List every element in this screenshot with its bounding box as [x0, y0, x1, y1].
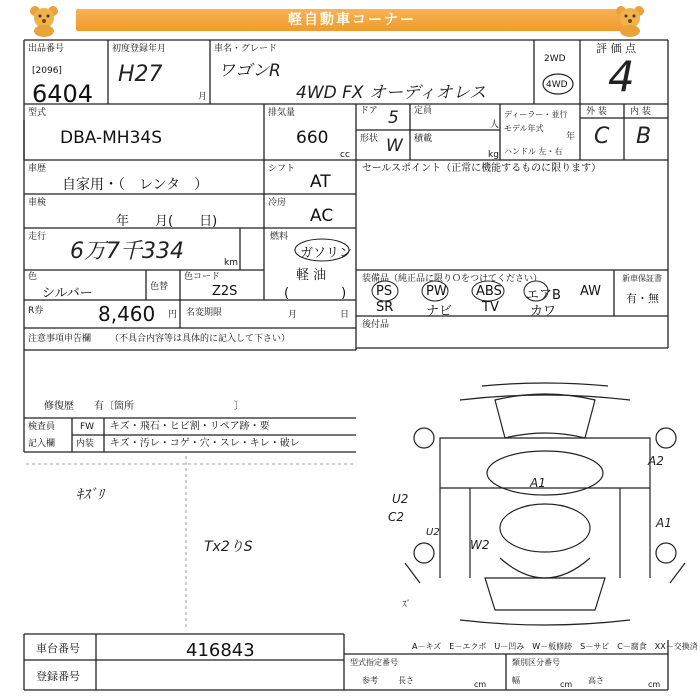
inspection-value: 年 月( 日): [116, 214, 218, 229]
front-label: ｽﾞ: [402, 600, 412, 610]
fuel-circle-icon: [292, 236, 352, 264]
fuel-label: 燃料: [270, 232, 289, 242]
length-label: 長さ: [398, 676, 414, 685]
mark-w2: W2: [470, 538, 490, 552]
mark-u2-small: U2: [426, 527, 440, 538]
model-year-label: モデル年式: [504, 124, 544, 133]
cm-unit-1: cm: [474, 680, 487, 689]
equip-airbag: エアB: [526, 288, 561, 303]
exterior-label: 外 装: [586, 107, 607, 117]
reference-label-1: 参考: [362, 676, 378, 685]
sales-point-label: セールスポイント（正常に機能するものに限ります）: [362, 163, 602, 174]
mark-u2: U2: [392, 492, 409, 506]
equip-pw: PW: [426, 284, 447, 299]
type-value: DBA-MH34S: [60, 128, 163, 148]
score-label: 評 価 点: [596, 42, 636, 55]
interior-row-label: 内装: [76, 439, 95, 449]
displacement-label: 排気量: [268, 108, 296, 118]
km-unit: km: [224, 258, 238, 268]
mileage-label: 走行: [28, 232, 47, 242]
drive-4wd-label: 4WD: [546, 80, 568, 90]
cm-unit-3: cm: [648, 680, 661, 689]
title-change-label: 名変期限: [186, 308, 223, 318]
recycle-value: 8,460: [98, 302, 156, 326]
kg-unit: kg: [488, 150, 499, 160]
exterior-value: C: [594, 124, 610, 149]
check-label: 検査員: [28, 422, 56, 432]
warranty-label: 新車保証書: [622, 274, 662, 283]
mark-c2: C2: [388, 510, 405, 524]
interior-label: 内 装: [630, 107, 651, 117]
fuel-gas: ガソリン: [300, 246, 353, 261]
damage-legend: A－キズ E－エクボ U－凹み W－板修跡 S－サビ C－腐食 XX－交換済: [412, 642, 698, 651]
warranty-value: 有・無: [626, 292, 659, 305]
chassis-value: 416843: [186, 640, 255, 661]
recycle-label: R券: [28, 306, 44, 316]
equip-leather: カワ: [530, 304, 557, 319]
dealer-label: ディーラー・並行: [504, 110, 568, 119]
shape-value: W: [386, 136, 403, 156]
day-label: 日: [340, 310, 350, 320]
header-title: 軽自動車コーナー: [288, 12, 416, 28]
capacity-label: 定員: [414, 106, 433, 116]
displacement-value: 660: [296, 128, 329, 148]
interior-text: キズ・汚レ・コゲ・穴・スレ・キレ・破レ: [110, 438, 300, 449]
car-damage-diagram: [400, 378, 690, 630]
notes-label: 注意事項申告欄: [28, 334, 92, 344]
grade-value: 4WD FX オーディオレス: [296, 83, 487, 103]
equip-sr: SR: [376, 300, 394, 315]
aircon-value: AC: [310, 206, 334, 226]
equip-ps: PS: [376, 284, 393, 299]
color-code-value: Z2S: [212, 284, 238, 299]
cm-unit-2: cm: [560, 680, 573, 689]
person-unit: 人: [490, 120, 500, 130]
fw-text: キズ・飛石・ヒビ割・リペア跡・要: [110, 421, 270, 432]
month-label: 月: [288, 310, 298, 320]
height-label: 高さ: [588, 676, 604, 685]
first-registration-label: 初度登録年月: [112, 44, 167, 54]
aircon-label: 冷房: [268, 198, 287, 208]
doors-value: 5: [388, 108, 399, 128]
fuel-diesel: 軽 油: [296, 268, 327, 283]
fw-label: FW: [80, 422, 95, 432]
color-change-label: 色替: [150, 282, 169, 292]
drive-2wd-label: 2WD: [544, 54, 566, 64]
yen-unit: 円: [168, 310, 178, 320]
registration-label: 登録番号: [36, 670, 80, 683]
repair-history: 修復歴 有〔箇所 〕: [44, 401, 244, 412]
equipment-circles-icon: [366, 278, 606, 302]
width-label: 幅: [512, 676, 520, 685]
lot-number-value: 6404: [32, 80, 94, 108]
year-unit: 年: [566, 132, 576, 142]
handwrite-note-1: ｷｽﾞﾘ: [76, 487, 104, 503]
mark-a1-right: A1: [656, 516, 672, 530]
class-number-label: 類別区分番号: [512, 658, 560, 667]
mark-a1-roof: A1: [530, 476, 546, 490]
doors-label: ドア: [360, 106, 378, 116]
month-unit: 月: [198, 92, 208, 102]
postfit-label: 後付品: [362, 320, 390, 330]
model-name: ワゴンR: [218, 61, 281, 81]
mileage-value: 6万7千334: [70, 239, 184, 264]
shift-label: シフト: [268, 164, 296, 174]
score-value: 4: [608, 52, 635, 101]
load-label: 積載: [414, 134, 433, 144]
interior-value: B: [636, 124, 652, 149]
model-label: 車名・グレード: [214, 44, 278, 54]
handle-label: ハンドル 左・右: [504, 147, 563, 156]
mark-a2-right: A2: [648, 454, 664, 468]
fuel-paren: ( ): [284, 286, 347, 301]
cc-unit: cc: [340, 150, 350, 160]
lot-number-label: 出品番号: [28, 44, 65, 54]
first-registration-value: H27: [118, 62, 163, 87]
equip-tv: TV: [482, 300, 499, 315]
inspection-label: 車検: [28, 198, 47, 208]
type-label: 型式: [28, 108, 47, 118]
chassis-label: 車台番号: [36, 642, 80, 655]
lot-sub-number: [2096]: [32, 66, 62, 76]
color-code-label: 色コード: [184, 272, 221, 282]
handwrite-note-2: Tx2りS: [204, 539, 253, 555]
equip-navi: ナビ: [426, 304, 453, 319]
color-value: シルバー: [42, 286, 93, 301]
equip-abs: ABS: [476, 284, 502, 299]
color-label: 色: [28, 272, 38, 282]
shift-value: AT: [310, 172, 331, 192]
history-label: 車歴: [28, 164, 47, 174]
equip-aw: AW: [580, 284, 602, 299]
form-designation-label: 型式指定番号: [350, 658, 398, 667]
notes-sub: （不具合内容等は具体的に記入して下さい）: [110, 334, 291, 344]
equipment-label: 装備品（純正品に限りＯをつけてください）: [362, 274, 543, 284]
history-value: 自家用・（ レンタ ）: [62, 177, 209, 193]
record-label: 記入欄: [28, 439, 56, 449]
shape-label: 形状: [360, 134, 379, 144]
